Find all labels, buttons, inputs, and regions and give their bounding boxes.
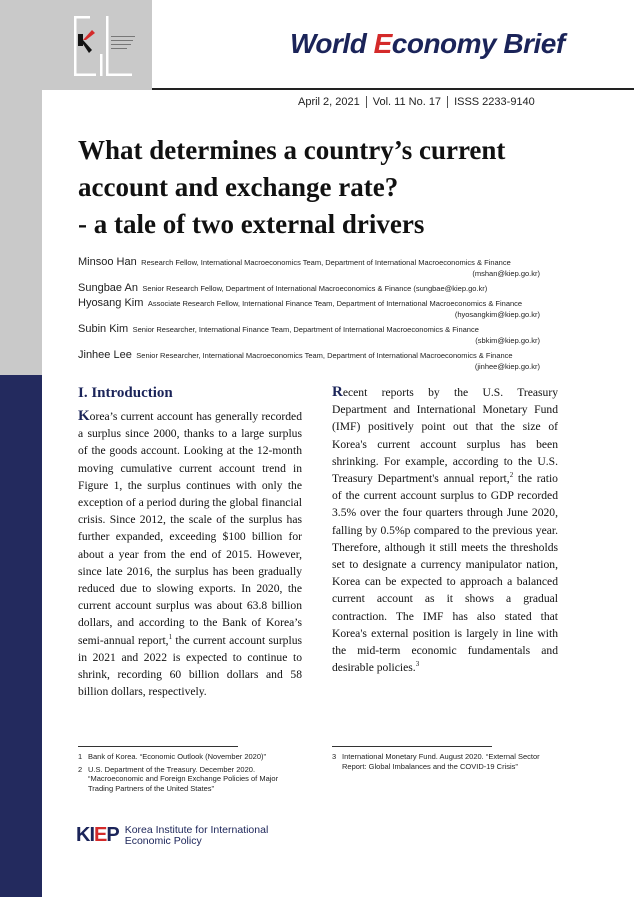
- kiep-logo: KIEP: [76, 824, 119, 846]
- kiep-emblem-icon: [70, 14, 140, 80]
- footnote: 2 U.S. Department of the Treasury. December 2020. “Macroeconomic and Foreign Exchange Policies of Major Trading Partners of the United States”: [78, 764, 279, 793]
- author-entry: Sungbae An Senior Research Fellow, Department of International Macroeconomics & Finance (sungbae@kiep.go.kr): [78, 282, 488, 294]
- right-column: [332, 384, 558, 676]
- header-divider: [152, 88, 634, 90]
- author-entry: Subin Kim Senior Researcher, International Finance Team, Department of International Macroeconomics & Finance (sbkim@kiep.go.kr): [78, 323, 540, 345]
- footnote-rule: [332, 746, 492, 747]
- left-sidebar-navy: [0, 375, 42, 897]
- footnotes-right: [332, 752, 558, 774]
- author-list: [78, 256, 568, 375]
- publication-meta: [292, 96, 541, 108]
- section-heading: I. Introduction: [78, 385, 173, 401]
- logo-panel: [42, 0, 152, 90]
- pub-date: April 2, 2021: [298, 96, 360, 108]
- pub-volume: Vol. 11 No. 17: [366, 96, 447, 108]
- left-sidebar-gray: [0, 0, 42, 375]
- footer-branding: [76, 824, 275, 847]
- footnote-ref: 1: [168, 632, 173, 641]
- institute-name: Korea Institute for International Economic Policy: [124, 823, 269, 847]
- author-entry: Jinhee Lee Senior Researcher, International Macroeconomics Team, Department of International Macroeconomics & Finance (jinhee@kiep.go.kr): [78, 349, 540, 371]
- body-paragraph: Recent reports by the U.S. Treasury Department and International Monetary Fund (IMF) positively point out that the size of Korea's current account surplus has been shrinking. For example, according to the U.S. Treasury Department's annual report,$^2$ the ratio of the current account surplus to GDP recorded 3.5% over the four quarters through June 2020, falling by 0.5%p compared to the previous year. Therefore, although it still meets the thresholds set to designate a currency manipulator nation, Korea can be expected to approach a balanced current account as it shows a gradual contraction. The IMF has also stated that Korea's external position is largely in line with the mid-term economic fundamentals and desirable policies.$^3$: [332, 384, 558, 675]
- footnote-ref: 2: [509, 471, 514, 480]
- footnotes-left: [78, 752, 302, 796]
- series-title: World Economy Brief: [290, 28, 565, 59]
- footnote: 3 International Monetary Fund. August 2020. “External Sector Report: Global Imbalances and the COVID-19 Crisis”: [332, 752, 540, 771]
- author-entry: Minsoo Han Research Fellow, International Macroeconomics Team, Department of International Macroeconomics & Finance (mshan@kiep.go.kr): [78, 256, 540, 278]
- footnote-ref: 3: [415, 660, 420, 669]
- pub-issn: ISSS 2233-9140: [447, 96, 541, 108]
- intro-paragraph: Korea’s current account has generally recorded a surplus since 2000, thanks to a large surplus of the goods account. Looking at the 12-month moving cumulative current account trend in Figure 1, the surplus continues with only the exception of a period during the global financial crisis. Since 2012, the scale of the surplus has further expanded, exceeding $100 billion for about a year from the end of 2015. However, since late 2016, the surplus has been gradually reduced due to slowing exports. In 2020, the current account surplus was about 63.8 billion dollars, and according to the Bank of Korea’s semi-annual report,$^1$ the current account surplus in 2021 and 2022 is expected to continue to shrink, recording 60 billion dollars and 58 billion dollars, respectively.: [78, 408, 303, 699]
- document-title: What determines a country’s current account and exchange rate? - a tale of two external drivers: [78, 135, 506, 239]
- left-column: [78, 385, 302, 700]
- footnote: 1 Bank of Korea. “Economic Outlook (November 2020)”: [78, 752, 266, 761]
- footnote-rule: [78, 746, 238, 747]
- author-entry: Hyosang Kim Associate Research Fellow, International Finance Team, Department of International Macroeconomics & Finance (hyosangkim@kiep.go.kr): [78, 297, 540, 319]
